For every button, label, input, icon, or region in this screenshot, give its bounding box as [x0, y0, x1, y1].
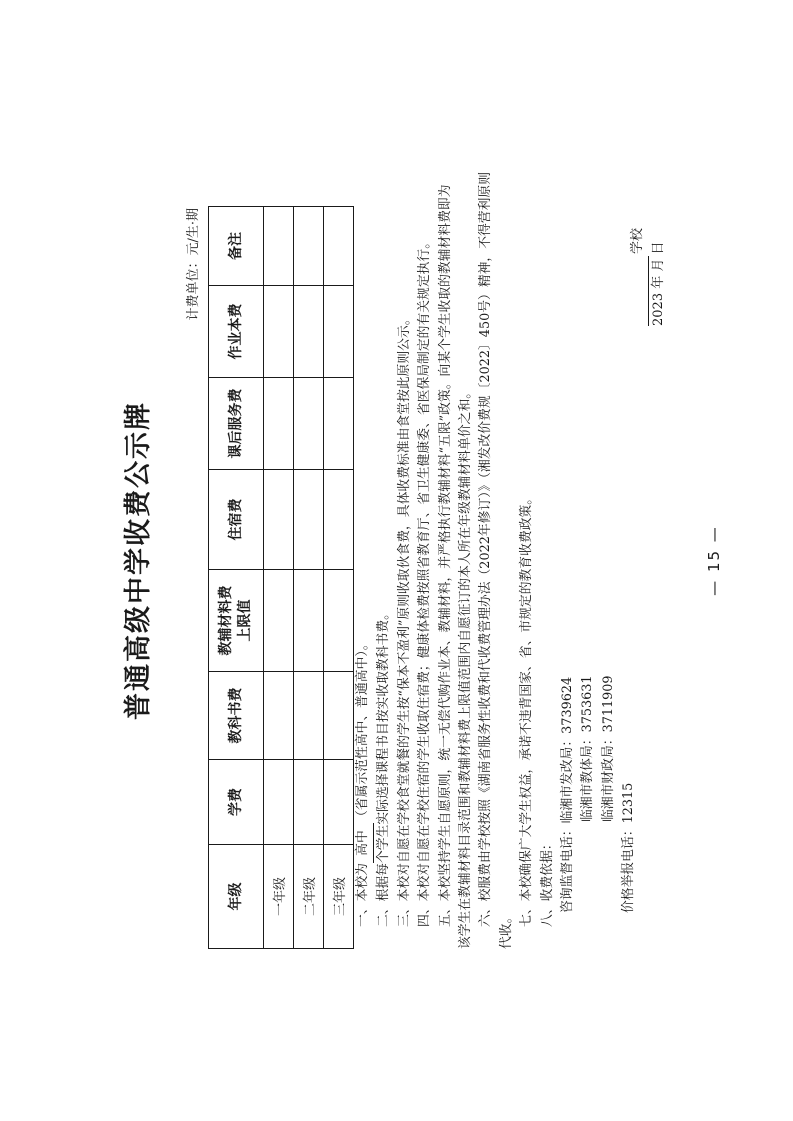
header-textbook-fee: 教科书费 [209, 672, 264, 760]
note-5-continued: 该学生在教辅材料目录范围和教辅材料费上限值范围内自愿征订的本人所在年级教辅材料单价之和。 [458, 385, 474, 949]
note-2: 二、根据每个学生实际选择课程书目按实收取教科书费。 [376, 607, 392, 927]
cell [264, 470, 294, 570]
header-material-line1: 教辅材料费 [218, 585, 234, 656]
note-1-prefix: 一、本校为 [355, 863, 370, 927]
table-row [294, 207, 324, 949]
note-6: 六、校服费由学校按照《湖南省服务性收费和代收费管理办法（2022年修订）》（湘发改价费规〔2022〕450号）精神，不得营利原则 [478, 172, 494, 927]
cell [324, 672, 354, 760]
page-title: 普通高级中学收费公示牌 [123, 401, 154, 720]
notes-section [353, 172, 640, 949]
note-4: 四、本校对自愿在学校住宿的学生收取住宿费；健康体检费按照省教育厅、省卫生健康委、省医保局制定的有关规定执行。 [417, 235, 433, 927]
cell [294, 378, 324, 470]
cell [264, 286, 294, 378]
school-label: 学校 [630, 227, 645, 254]
note-6-continued: 代收。 [498, 910, 514, 949]
header-remark: 备注 [209, 207, 264, 286]
header-material-fee [209, 570, 264, 672]
school-signature [628, 228, 649, 326]
row-grade: 一年级 [264, 845, 294, 949]
table-row [324, 207, 354, 949]
page-number: — 15 — [705, 525, 723, 596]
cell [324, 570, 354, 672]
note-1 [353, 179, 374, 949]
sign-date: 2023 年 月 日 [651, 241, 666, 326]
signature-block [628, 228, 669, 326]
note-3: 三、本校对自愿在学校食堂就餐的学生按“保本不盈利”原则收取伙食费，具体收费标准由食堂按此原则公示。 [396, 312, 412, 927]
table-row [264, 207, 294, 949]
cell [294, 570, 324, 672]
header-lodging-fee: 住宿费 [209, 470, 264, 570]
row-grade: 三年级 [324, 845, 354, 949]
note-5: 五、本校坚持学生自愿原则，统一无偿代购作业本、教辅材料，并严格执行教辅材料“五限”政策。向某个学生收取的教辅材料费即为 [437, 184, 453, 927]
cell [324, 286, 354, 378]
cell [264, 672, 294, 760]
header-material-line2: 上限值 [237, 599, 253, 642]
cell [324, 760, 354, 845]
fee-table [208, 206, 354, 949]
cell [324, 378, 354, 470]
note-7: 七、本校确保广大学生权益，承诺不违背国家、省、市规定的教育收费政策。 [519, 491, 535, 927]
row-grade: 二年级 [294, 845, 324, 949]
header-after-school-fee: 课后服务费 [209, 378, 264, 470]
phone-caizheng: 临湘市财政局：3711909 [600, 675, 616, 822]
cell [294, 286, 324, 378]
phone-caizheng-line [599, 179, 619, 949]
school-type-blank: 高中 [353, 823, 374, 863]
phone-fagai: 临湘市发改局：3739624 [560, 676, 576, 824]
header-grade: 年级 [209, 845, 264, 949]
consult-label: 咨询监督电话： [560, 823, 576, 913]
report-line: 价格举报电话：12315 [621, 782, 637, 913]
phone-jiaoti-line [578, 179, 598, 949]
cell [324, 207, 354, 286]
cell [264, 207, 294, 286]
cell [294, 672, 324, 760]
cell [294, 470, 324, 570]
phone-jiaoti: 临湘市教体局：3753631 [580, 675, 596, 822]
cell [264, 570, 294, 672]
header-homework-fee: 作业本费 [209, 286, 264, 378]
note-8: 八、收费依据： [539, 837, 555, 927]
note-1-suffix: （省属示范性高中、普通高中）。 [355, 637, 370, 824]
billing-unit: 计费单位：元/生·期 [186, 208, 201, 321]
cell [294, 760, 324, 845]
cell [324, 470, 354, 570]
cell [264, 378, 294, 470]
school-name-blank [628, 256, 649, 326]
header-tuition: 学费 [209, 760, 264, 845]
cell [264, 760, 294, 845]
table-header-row [209, 207, 264, 949]
consult-line [558, 179, 578, 949]
cell [294, 207, 324, 286]
